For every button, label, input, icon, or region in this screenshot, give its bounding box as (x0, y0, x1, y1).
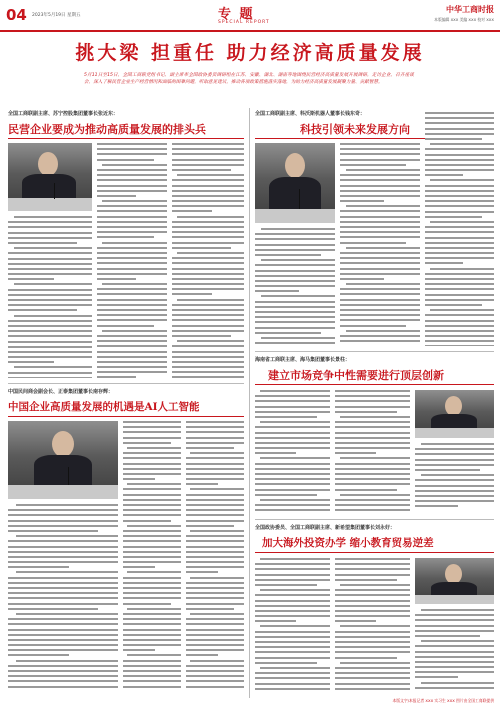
divider-2-3 (255, 351, 494, 352)
article-3-rule (255, 384, 494, 385)
column-divider (249, 108, 250, 698)
article-4-headline: 中国企业高质量发展的机遇是AI人工智能 (8, 401, 200, 413)
feature-lead: 5月11日至15日，全国工商联党组书记、副主席率全国政协委员调研组在江苏、安徽、湖北、湖南等地围绕民营经济高质量发展开展调研，走访企业，召开座谈会，深入了解民营企业生产经营情况和面临的困难问题，听取意见建议，推动各项政策措施落实落地，为助力经济高质量发展凝聚力量、贡献智慧。 (84, 73, 414, 85)
article-5-headline: 加大海外投资办学 缩小教育贸易逆差 (262, 537, 434, 549)
article-1-kicker: 全国工商联副主席、苏宁控股集团董事长张近东： (8, 111, 119, 117)
article-1-col-1 (8, 216, 92, 378)
page-number: 04 (6, 6, 27, 24)
article-5-kicker: 全国政协委员、全国工商联副主席、新希望集团董事长刘永好： (255, 525, 396, 531)
article-5-col-3 (415, 609, 494, 692)
article-5-col-1 (255, 558, 330, 692)
article-2-col-3 (425, 112, 494, 346)
article-3-headline: 建立市场竞争中性需要进行顶层创新 (268, 369, 444, 382)
article-1-col-3 (172, 143, 244, 378)
section-title-en: SPECIAL REPORT (218, 20, 270, 25)
feature-title: 挑大梁 担重任 助力经济高质量发展 (75, 42, 425, 64)
article-5-col-2 (335, 558, 410, 692)
article-4-kicker: 中国民间商会副会长、正泰集团董事长南存辉： (8, 389, 114, 395)
article-2-rule (255, 138, 425, 139)
article-5-photo (415, 558, 494, 604)
article-4-col-3 (186, 421, 244, 689)
article-1-photo (8, 143, 92, 211)
article-2-kicker: 全国工商联副主席、科沃斯机器人董事长钱东奇： (255, 111, 366, 117)
article-1-rule (8, 138, 244, 139)
page-header (0, 0, 500, 32)
section-title: 专 题 (218, 7, 255, 22)
article-3-col-2 (335, 390, 410, 514)
article-5-rule (255, 552, 494, 553)
article-2-col-1 (255, 228, 335, 346)
article-4-col-1 (8, 504, 118, 689)
article-3-col-1 (255, 390, 330, 514)
article-3-kicker: 海南省工商联主席、海马集团董事长景柱： (255, 357, 351, 363)
article-1-col-2 (97, 143, 167, 378)
article-2-headline: 科技引领未来发展方向 (300, 123, 410, 136)
article-2-photo (255, 143, 335, 223)
publish-info: 本版编辑 XXX 美编 XXX 校对 XXX (434, 17, 494, 22)
article-3-col-3 (415, 443, 494, 514)
article-2-col-2 (340, 143, 420, 346)
article-4-rule (8, 416, 244, 417)
divider-1-4 (8, 383, 244, 384)
article-1-headline: 民营企业要成为推动高质量发展的排头兵 (8, 123, 206, 136)
divider-3-5 (255, 519, 494, 520)
article-4-col-2 (123, 421, 181, 689)
article-4-photo (8, 421, 118, 499)
article-3-photo (415, 390, 494, 438)
issue-date: 2023年5月19日 星期五 (32, 13, 81, 18)
newspaper-logo: 中华工商时报 (446, 4, 494, 14)
page-footer: 本版文字/本报记者 XXX 实习生 XXX 图片由全国工商联提供 (392, 698, 494, 703)
